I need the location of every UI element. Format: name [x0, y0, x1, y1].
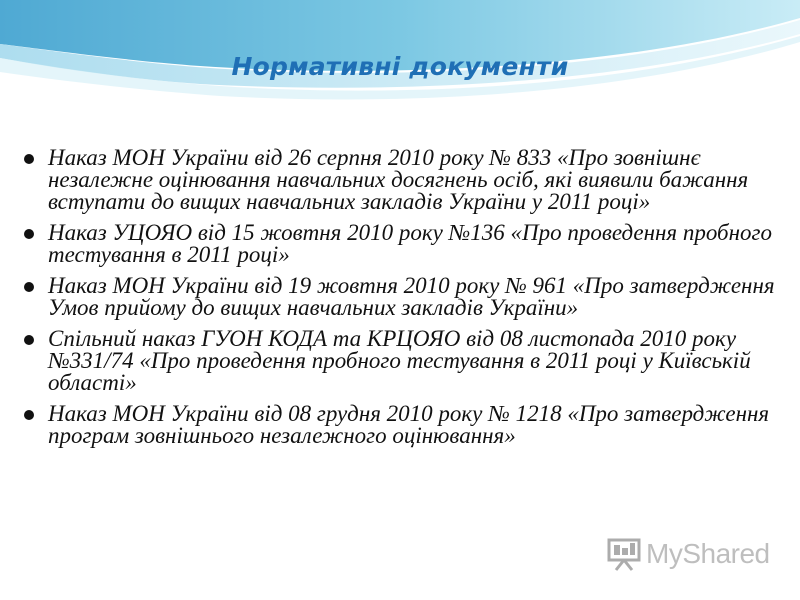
documents-list: [22, 147, 782, 456]
bullet-icon: [24, 410, 34, 420]
watermark-text: MyShared: [646, 538, 770, 569]
watermark: [606, 536, 770, 572]
bullet-icon: [24, 282, 34, 292]
bullet-icon: [24, 229, 34, 239]
list-item-text: Наказ МОН України від 26 серпня 2010 року № 833 «Про зовнішнє незалежне оцінювання навчальних досягнень осіб, які виявили бажання вступати до вищих навчальних закладів України у 2011 році»: [48, 145, 749, 214]
list-item: [22, 222, 782, 266]
bullet-icon: [24, 335, 34, 345]
list-item: [22, 147, 782, 213]
slide-title: Нормативні документи: [231, 52, 569, 81]
list-item: [22, 403, 782, 447]
list-item-text: Спільний наказ ГУОН КОДА та КРЦОЯО від 08 листопада 2010 року №331/74 «Про проведення пробного тестування в 2011 році у Київській області»: [48, 326, 751, 395]
list-item: [22, 275, 782, 319]
list-item-text: Наказ МОН України від 19 жовтня 2010 року № 961 «Про затвердження Умов прийому до вищих навчальних закладів України»: [48, 273, 775, 320]
list-item: [22, 328, 782, 394]
presentation-board-icon: [606, 536, 642, 572]
bullet-icon: [24, 154, 34, 164]
list-item-text: Наказ УЦОЯО від 15 жовтня 2010 року №136 «Про проведення пробного тестування в 2011 році»: [48, 220, 773, 267]
list-item-text: Наказ МОН України від 08 грудня 2010 року № 1218 «Про затвердження програм зовнішнього незалежного оцінювання»: [48, 401, 770, 448]
